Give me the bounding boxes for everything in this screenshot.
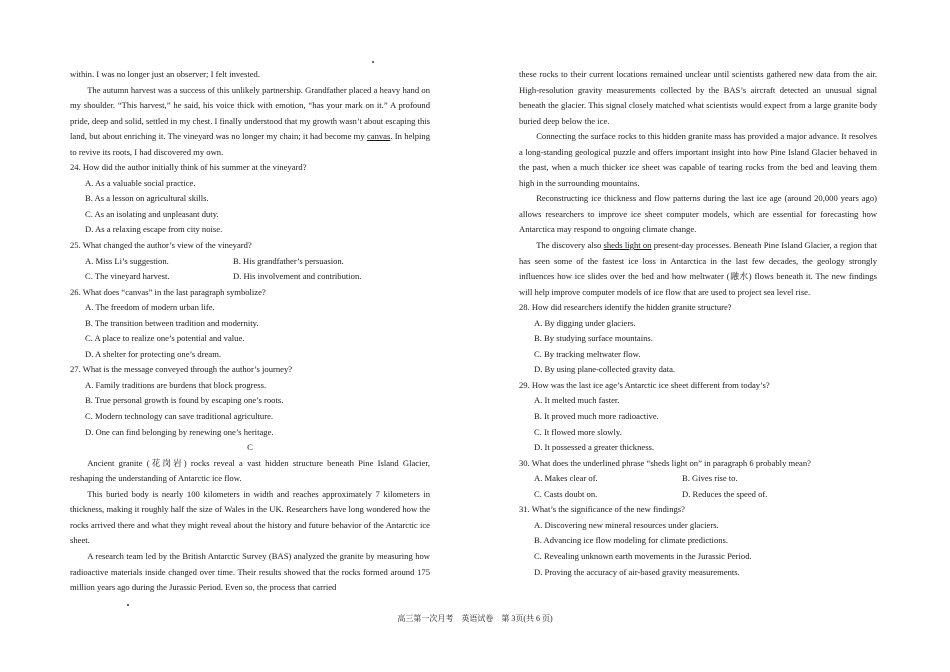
top-dot-mark <box>372 61 374 63</box>
option-28-c: C. By tracking meltwater flow. <box>534 348 641 359</box>
passage-b-end-line: within. I was no longer just an observer; I felt invested. <box>70 69 260 79</box>
option-27-b: B. True personal growth is found by escaping one’s roots. <box>85 395 284 406</box>
option-31-a: A. Discovering new mineral resources under glaciers. <box>534 519 719 530</box>
options-25-row-2 <box>85 269 430 285</box>
option-25-a: A. Miss Li’s suggestion. <box>85 255 169 266</box>
passage-c-paragraph-3-cont: these rocks to their current locations remained unclear until scientists gathered new data from the air. High-resolution gravity measurements collected by the BAS’s aircraft detected an unusual signal beneath the glacier. This signal closely matched what scientists would expect from a large granite body buried deep below the ice. <box>519 69 877 126</box>
option-29-a: A. It melted much faster. <box>534 395 620 406</box>
options-30-row-1 <box>534 471 877 487</box>
passage-c-paragraph-6 <box>519 238 877 300</box>
option-31-b: B. Advancing ice flow modeling for climate predictions. <box>534 535 729 546</box>
option-27-a: A. Family traditions are burdens that block progress. <box>85 379 267 390</box>
option-26-c: C. A place to realize one’s potential and value. <box>85 333 245 344</box>
question-29: 29. How was the last ice age’s Antarctic ice sheet different from today’s? <box>519 379 770 390</box>
option-26-b: B. The transition between tradition and modernity. <box>85 317 259 328</box>
right-column <box>519 67 877 580</box>
question-30: 30. What does the underlined phrase “sheds light on” in paragraph 6 probably mean? <box>519 457 811 468</box>
option-28-d: D. By using plane-collected gravity data. <box>534 364 676 375</box>
option-30-b: B. Gives rise to. <box>682 473 738 484</box>
option-24-c: C. As an isolating and unpleasant duty. <box>85 208 219 219</box>
section-c-heading: C <box>247 442 253 453</box>
option-25-b: B. His grandfather’s persuasion. <box>233 255 344 266</box>
option-31-d: D. Proving the accuracy of air-based gravity measurements. <box>534 566 740 577</box>
option-30-d: D. Reduces the speed of. <box>682 488 768 499</box>
paragraph-text: The discovery also <box>536 240 604 251</box>
option-28-b: B. By studying surface mountains. <box>534 333 653 344</box>
option-26-a: A. The freedom of modern urban life. <box>85 302 215 313</box>
page-footer: 高三第一次月考 英语试卷 第 3页(共 6 页) <box>397 614 553 623</box>
bottom-dot-mark <box>127 604 129 606</box>
option-29-c: C. It flowed more slowly. <box>534 426 622 437</box>
options-30-row-2 <box>534 487 877 503</box>
paragraph-text: The autumn harvest was a success of this unlikely partnership. Grandfather placed a heavy hand on my shoulder. “This harvest,” he said, his voice thick with emotion, “has your mark on it.” A profound pride, deep and solid, settled in my chest. I finally understood that my growth wasn’t about escaping this land, but about enriching it. The vineyard was no longer my chain; it had become my <box>70 84 430 142</box>
paragraph-text-end: . In helping to revive its roots, I had discovered my own. <box>70 131 430 157</box>
left-column <box>70 67 430 596</box>
question-28: 28. How did researchers identify the hidden granite structure? <box>519 302 732 313</box>
underlined-phrase-sheds-light-on: sheds light on <box>603 240 652 251</box>
passage-c-paragraph-1: Ancient granite (花岗岩) rocks reveal a vast hidden structure beneath Pine Island Glacier, reshaping the understanding of Antarctic ice flow. <box>70 457 430 484</box>
question-25: 25. What changed the author’s view of the vineyard? <box>70 240 252 251</box>
option-27-c: C. Modern technology can save traditional agriculture. <box>85 411 274 422</box>
passage-c-paragraph-5: Reconstructing ice thickness and flow patterns during the last ice age (around 20,000 years ago) allows researchers to improve ice sheet computer models, which are essential for forecasting how Antarctica may respond to ongoing climate change. <box>519 193 877 235</box>
option-25-c: C. The vineyard harvest. <box>85 271 170 282</box>
question-31: 31. What’s the significance of the new findings? <box>519 504 685 515</box>
underlined-word-canvas: canvas <box>366 131 391 142</box>
option-24-a: A. As a valuable social practice. <box>85 177 196 188</box>
option-31-c: C. Revealing unknown earth movements in the Jurassic Period. <box>534 550 752 561</box>
question-26: 26. What does “canvas” in the last paragraph symbolize? <box>70 286 266 297</box>
option-30-c: C. Casts doubt on. <box>534 488 598 499</box>
option-25-d: D. His involvement and contribution. <box>233 271 362 282</box>
passage-c-paragraph-3: A research team led by the British Antarctic Survey (BAS) analyzed the granite by measuring how radioactive materials inside changed over time. Their results showed that the rocks formed around 175 million years ago during the Jurassic Period. Even so, the process that carried <box>70 550 430 593</box>
passage-c-paragraph-2: This buried body is nearly 100 kilometers in width and reaches approximately 7 kilometers in thickness, making it roughly half the size of Wales in the UK. Researchers have long wondered how the rocks arrived there and what they might reveal about the history and future behavior of the Antarctic ice sheet. <box>70 488 430 546</box>
passage-c-paragraph-4: Connecting the surface rocks to this hidden granite mass has provided a major advance. It resolves a long-standing geological puzzle and offers important insight into how Pine Island Glacier behaved in the past, when a much thicker ice sheet was capable of tearing rocks from the bed and leaving them high in the surrounding mountains. <box>519 131 877 188</box>
option-29-b: B. It proved much more radioactive. <box>534 411 659 422</box>
option-24-b: B. As a lesson on agricultural skills. <box>85 193 209 204</box>
option-29-d: D. It possessed a greater thickness. <box>534 442 655 453</box>
passage-b-final-paragraph <box>70 83 430 161</box>
paragraph-text-end: present-day processes. Beneath Pine Island Glacier, a region that has seen some of the fastest ice loss in Antarctica in the last few decades, the geology strongly influences how ice slides over the bed and how meltwater (融水) flows beneath it. The new findings will help improve computer models of ice flow that are used to project sea level rise. <box>519 240 877 297</box>
question-27: 27. What is the message conveyed through the author’s journey? <box>70 364 293 375</box>
option-30-a: A. Makes clear of. <box>534 473 598 484</box>
question-24: 24. How did the author initially think of his summer at the vineyard? <box>70 162 307 173</box>
options-25-row-1 <box>85 254 430 270</box>
option-27-d: D. One can find belonging by renewing one’s heritage. <box>85 426 274 437</box>
option-26-d: D. A shelter for protecting one’s dream. <box>85 348 222 359</box>
option-28-a: A. By digging under glaciers. <box>534 317 636 328</box>
option-24-d: D. As a relaxing escape from city noise. <box>85 224 223 235</box>
